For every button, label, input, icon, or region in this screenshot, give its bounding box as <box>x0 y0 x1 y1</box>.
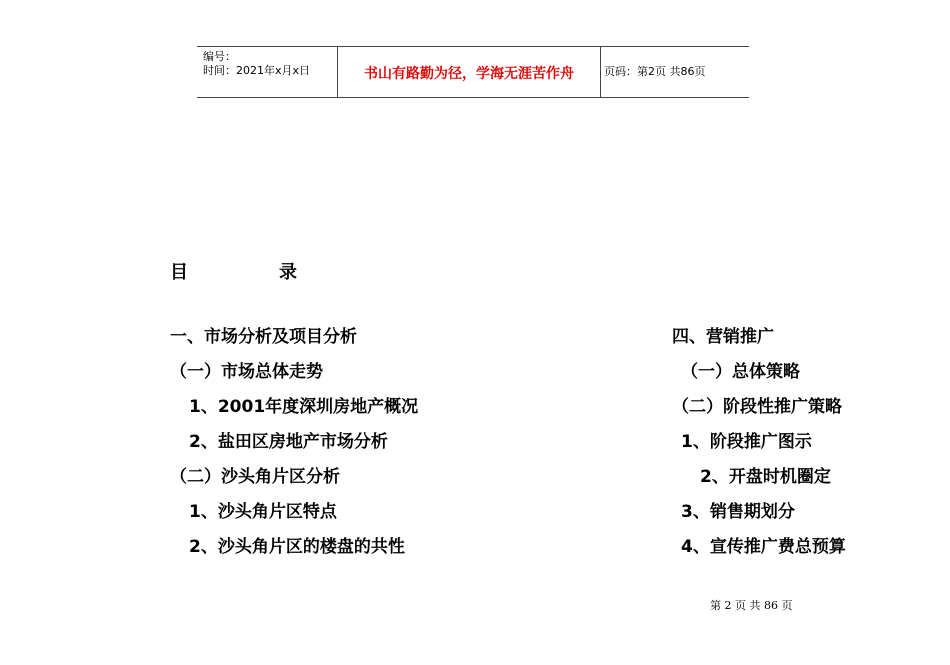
toc-left-item: 2、盐田区房地产市场分析 <box>189 432 388 452</box>
header-info-cell <box>197 47 337 97</box>
toc-right-item: 四、营销推广 <box>672 327 774 347</box>
toc-right-item: （二）阶段性推广策略 <box>672 397 842 417</box>
page-code: 页码：第2页 共86页 <box>604 65 706 78</box>
toc-left-item: 2、沙头角片区的楼盘的共性 <box>189 537 405 557</box>
toc-right-item: 2、开盘时机圈定 <box>700 467 831 487</box>
toc-left-item: 1、沙头角片区特点 <box>189 502 337 522</box>
toc-right-item: 4、宣传推广费总预算 <box>681 537 846 557</box>
number-label: 编号： <box>203 50 236 63</box>
toc-left-item: 一、市场分析及项目分析 <box>170 327 357 347</box>
header-page-cell <box>600 47 749 97</box>
motto-text: 书山有路勤为径，学海无涯苦作舟 <box>364 66 574 82</box>
toc-left-item: 1、2001年度深圳房地产概况 <box>189 397 419 417</box>
toc-left-item: （二）沙头角片区分析 <box>170 467 340 487</box>
toc-title-right: 录 <box>279 262 297 283</box>
page-footer: 第 2 页 共 86 页 <box>710 599 793 612</box>
header-table <box>197 46 749 98</box>
toc-title-left: 目 <box>170 262 188 283</box>
toc-left-item: （一）市场总体走势 <box>170 362 323 382</box>
header-motto-cell <box>337 47 601 97</box>
toc-right-item: （一）总体策略 <box>681 362 800 382</box>
time-label: 时间：2021年x月x日 <box>203 64 311 77</box>
toc-right-item: 3、销售期划分 <box>681 502 795 522</box>
toc-right-item: 1、阶段推广图示 <box>681 432 812 452</box>
